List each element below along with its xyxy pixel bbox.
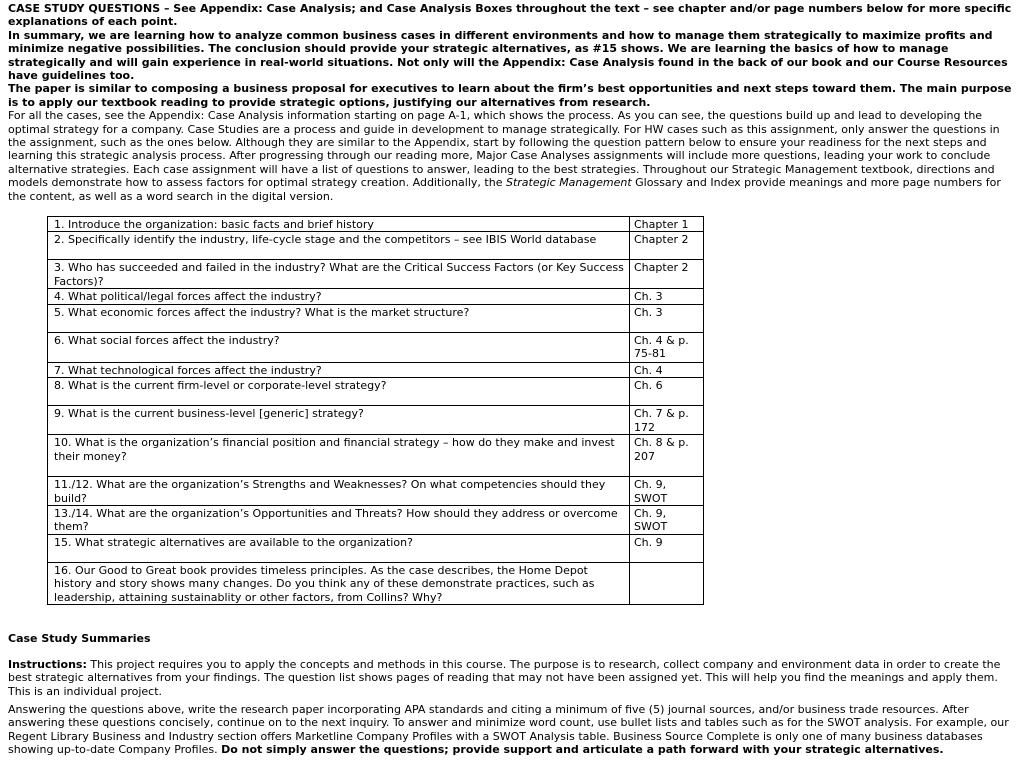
chapter-ref: Ch. 8 & p. 207	[630, 435, 704, 477]
table-row	[48, 506, 704, 535]
chapter-ref: Ch. 4 & p. 75-81	[630, 332, 704, 362]
chapter-ref: Ch. 4	[630, 362, 704, 377]
chapter-ref: Ch. 6	[630, 378, 704, 406]
table-row	[48, 304, 704, 332]
instructions-paragraph: Instructions: This project requires you to apply the concepts and methods in this course. The purpose is to research, collect company and environment data in order to create the best strategic alternatives from your findings. The question list shows pages of reading that may not have been assigned yet. This will help you find the meanings and apply them. This is an individual project.	[8, 658, 1001, 698]
question-text: 4. What political/legal forces affect the industry?	[48, 289, 630, 304]
instructions-label: Instructions:	[8, 658, 87, 671]
question-text: 13./14. What are the organization’s Opportunities and Threats? How should they address or overcome them?	[48, 506, 630, 535]
question-text: 16. Our Good to Great book provides timeless principles. As the case describes, the Home Depot history and story shows many changes. Do you think any of these demonstrate practices, such as leadership, attaining sustainablity or other factors, from Collins? Why?	[48, 562, 630, 604]
chapter-ref: Chapter 1	[630, 217, 704, 232]
question-text: 6. What social forces affect the industry?	[48, 332, 630, 362]
question-text: 9. What is the current business-level [generic] strategy?	[48, 406, 630, 435]
table-row	[48, 289, 704, 304]
summary-paragraph: In summary, we are learning how to analyze common business cases in different environments and how to manage them strategically to maximize profits and minimize negative possibilities. The conclusion should provide your strategic alternatives, as #15 shows. We are learning the basics of how to manage strategically and will gain experience in real-world situations. Not only will the Appendix: Case Analysis found in the back of our book and our Course Resources have guidelines too.	[8, 28, 1008, 83]
chapter-ref: Ch. 3	[630, 304, 704, 332]
table-row	[48, 477, 704, 506]
table-row	[48, 332, 704, 362]
chapter-ref: Ch. 9, SWOT	[630, 477, 704, 506]
question-text: 3. Who has succeeded and failed in the industry? What are the Critical Success Factors (or Key Success Factors)?	[48, 260, 630, 289]
table-row	[48, 562, 704, 604]
instructions-block	[8, 658, 1020, 698]
textbook-title: Strategic Management	[505, 176, 632, 190]
question-text: 10. What is the organization’s financial position and financial strategy – how do they make and invest their money?	[48, 435, 630, 477]
answering-emphasis: Do not simply answer the questions; provide support and articulate a path forward with your strategic alternatives.	[221, 743, 944, 757]
answering-block	[8, 703, 1020, 757]
table-row	[48, 217, 704, 232]
table-row	[48, 232, 704, 260]
chapter-ref: Ch. 9, SWOT	[630, 506, 704, 535]
table-row	[48, 378, 704, 406]
question-text: 7. What technological forces affect the industry?	[48, 362, 630, 377]
proposal-paragraph: The paper is similar to composing a business proposal for executives to learn about the firm’s best opportunities and next steps toward them. The main purpose is to apply our textbook reading to provide strategic options, justifying our alternatives from research.	[8, 82, 1012, 109]
question-text: 5. What economic forces affect the industry? What is the market structure?	[48, 304, 630, 332]
question-text: 8. What is the current firm-level or corporate-level strategy?	[48, 378, 630, 406]
table-row	[48, 435, 704, 477]
instructions-header	[8, 2, 1018, 203]
chapter-ref: Ch. 7 & p. 172	[630, 406, 704, 435]
body-paragraph: For all the cases, see the Appendix: Case Analysis information starting on page A-1, which shows the process. As you can see, the questions build up and lead to developing the optimal strategy for a company. Case Studies are a process and guide in development to manage strategically. For HW cases such as this assignment, only answer the questions in the assignment, such as the ones below. Although they are similar to the Appendix, start by following the question pattern below to ensure your readiness for the next steps and learning this strategic analysis process. After progressing through our reading more, Major Case Analyses assignments will include more questions, leading your work to conclude alternative strategies. Each case assignment will have a list of questions to answer, leading to the best strategies. Throughout our Strategic Management textbook, directions and models demonstrate how to assess factors for optimal strategy creation. Additionally, the Strategic Management Glossary and Index provide meanings and more page numbers for the content, as well as a word search in the digital version.	[8, 109, 1001, 203]
questions-table	[47, 216, 704, 605]
chapter-ref: Chapter 2	[630, 260, 704, 289]
answering-paragraph: Answering the questions above, write the research paper incorporating APA standards and citing a minimum of five (5) journal sources, and/or business trade resources. After answering these questions concisely, continue on to the next inquiry. To answer and minimize word count, use bullet lists and tables such as for the SWOT analysis. For example, our Regent Library Business and Industry section offers Marketline Company Profiles with a SWOT Analysis table. Business Source Complete is only one of many business databases showing up-to-date Company Profiles. Do not simply answer the questions; provide support and articulate a path forward with your strategic alternatives.	[8, 703, 1009, 757]
chapter-ref: Ch. 9	[630, 534, 704, 562]
table-row	[48, 260, 704, 289]
question-text: 15. What strategic alternatives are available to the organization?	[48, 534, 630, 562]
title-line: CASE STUDY QUESTIONS – See Appendix: Case Analysis; and Case Analysis Boxes throughout the text – see chapter and/or page numbers below for more specific explanations of each point.	[8, 2, 1012, 29]
question-text: 11./12. What are the organization’s Strengths and Weaknesses? On what competencies should they build?	[48, 477, 630, 506]
chapter-ref: Ch. 3	[630, 289, 704, 304]
table-row	[48, 534, 704, 562]
table-row	[48, 406, 704, 435]
question-text: 2. Specifically identify the industry, life-cycle stage and the competitors – see IBIS World database	[48, 232, 630, 260]
table-row	[48, 362, 704, 377]
chapter-ref	[630, 562, 704, 604]
question-text: 1. Introduce the organization: basic facts and brief history	[48, 217, 630, 232]
case-study-summaries	[8, 632, 1020, 645]
summaries-heading: Case Study Summaries	[8, 632, 151, 645]
chapter-ref: Chapter 2	[630, 232, 704, 260]
